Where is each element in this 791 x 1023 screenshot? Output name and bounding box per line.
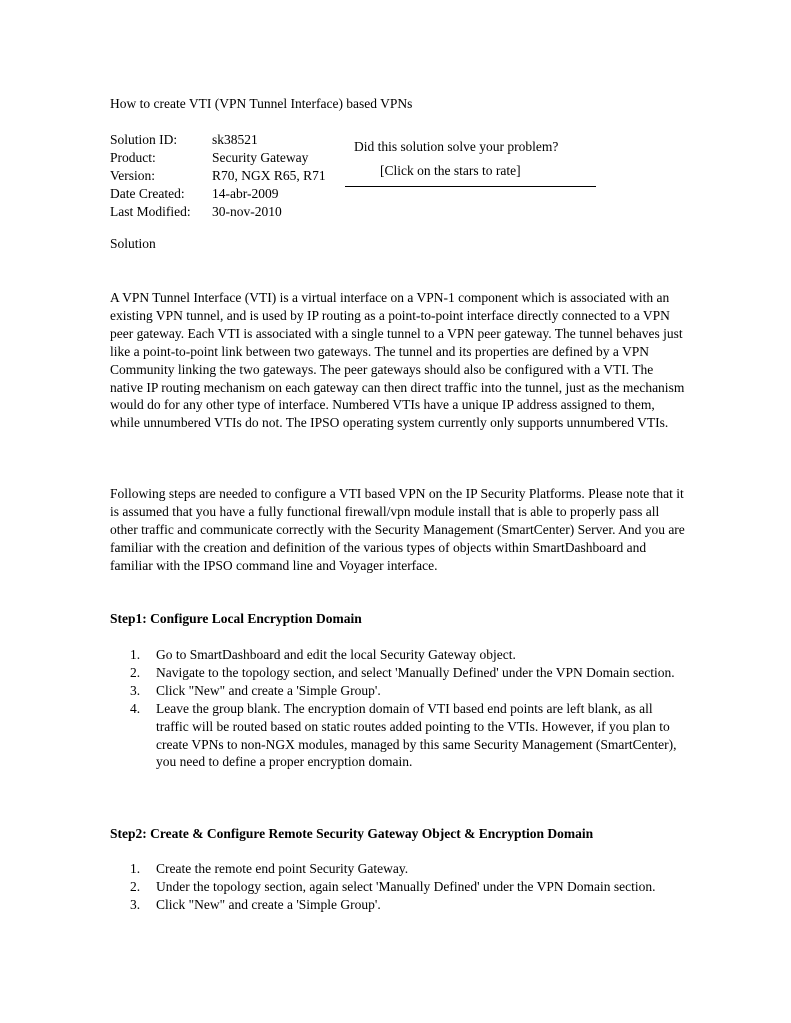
- solution-heading: Solution: [110, 236, 156, 251]
- step1-list: [130, 646, 685, 771]
- rating-hint[interactable]: [Click on the stars to rate]: [380, 163, 521, 178]
- meta-row-last-modified: [110, 203, 326, 221]
- meta-value: R70, NGX R65, R71: [212, 167, 326, 183]
- list-number: 1.: [130, 647, 141, 662]
- step1-heading: Step1: Configure Local Encryption Domain: [110, 611, 362, 626]
- step2-list: [130, 860, 685, 914]
- meta-row-product: [110, 149, 326, 167]
- step2-heading: Step2: Create & Configure Remote Security Gateway Object & Encryption Domain: [110, 826, 594, 841]
- meta-label: Date Created:: [110, 185, 185, 201]
- meta-value: 30-nov-2010: [212, 203, 282, 219]
- list-item: [130, 646, 685, 664]
- meta-label: Last Modified:: [110, 203, 191, 219]
- list-number: 2.: [130, 878, 141, 894]
- rating-question: Did this solution solve your problem?: [354, 139, 559, 154]
- list-number: 1.: [130, 861, 141, 876]
- list-item: [130, 860, 685, 878]
- list-text: Create the remote end point Security Gateway.: [156, 861, 409, 876]
- meta-row-date-created: [110, 185, 326, 203]
- list-text: Click "New" and create a 'Simple Group'.: [156, 896, 381, 912]
- list-text: Click "New" and create a 'Simple Group'.: [156, 682, 381, 698]
- list-number: 3.: [130, 896, 141, 912]
- rating-widget[interactable]: [345, 137, 596, 187]
- list-text: Leave the group blank. The encryption domain of VTI based end points are left blank, as all traffic will be routed based on static routes added pointing to the VTIs. However, if you plan to create VPNs to non-NGX modules, managed by this same Security Management (SmartCenter), you need to define a proper encryption domain.: [156, 700, 677, 770]
- meta-row-version: [110, 167, 326, 185]
- list-text: Go to SmartDashboard and edit the local Security Gateway object.: [156, 647, 516, 662]
- meta-label: Version:: [110, 167, 155, 183]
- solution-metadata: [110, 131, 326, 220]
- list-item: [130, 878, 685, 896]
- list-number: 3.: [130, 682, 141, 698]
- document-title: How to create VTI (VPN Tunnel Interface) based VPNs: [110, 96, 413, 111]
- list-item: [130, 700, 685, 772]
- meta-value: sk38521: [212, 132, 258, 147]
- list-number: 4.: [130, 700, 141, 716]
- prerequisites-paragraph: Following steps are needed to configure a VTI based VPN on the IP Security Platforms. Please note that it is assumed that you have a fully functional firewall/vpn module install that is able to properly pass all other traffic and communicate correctly with the Security Management (SmartCenter) Server. And you are familiar with the creation and definition of the various types of objects within SmartDashboard and familiar with the IPSO command line and Voyager interface.: [110, 486, 685, 573]
- intro-paragraph: A VPN Tunnel Interface (VTI) is a virtual interface on a VPN-1 component which is associated with an existing VPN tunnel, and is used by IP routing as a point-to-point interface directly connected to a VPN peer gateway. Each VTI is associated with a single tunnel to a VPN peer gateway. The tunnel behaves just like a point-to-point link between two gateways. The tunnel and its properties are defined by a VPN Community linking the two gateways. The peer gateways should also be configured with a VTI. The native IP routing mechanism on each gateway can then direct traffic into the tunnel, just as the mechanism would do for any other type of interface. Numbered VTIs have a unique IP address assigned to them, while unnumbered VTIs do not. The IPSO operating system currently only supports unnumbered VTIs.: [110, 290, 685, 431]
- meta-value: Security Gateway: [212, 149, 309, 165]
- list-item: [130, 682, 685, 700]
- list-number: 2.: [130, 664, 141, 680]
- meta-label: Product:: [110, 149, 156, 165]
- meta-label: Solution ID:: [110, 132, 178, 147]
- list-text: Under the topology section, again select 'Manually Defined' under the VPN Domain section.: [156, 878, 656, 894]
- meta-value: 14-abr-2009: [212, 185, 279, 201]
- list-item: [130, 664, 685, 682]
- list-text: Navigate to the topology section, and select 'Manually Defined' under the VPN Domain section.: [156, 664, 675, 680]
- list-item: [130, 896, 685, 914]
- meta-row-solution-id: [110, 131, 326, 149]
